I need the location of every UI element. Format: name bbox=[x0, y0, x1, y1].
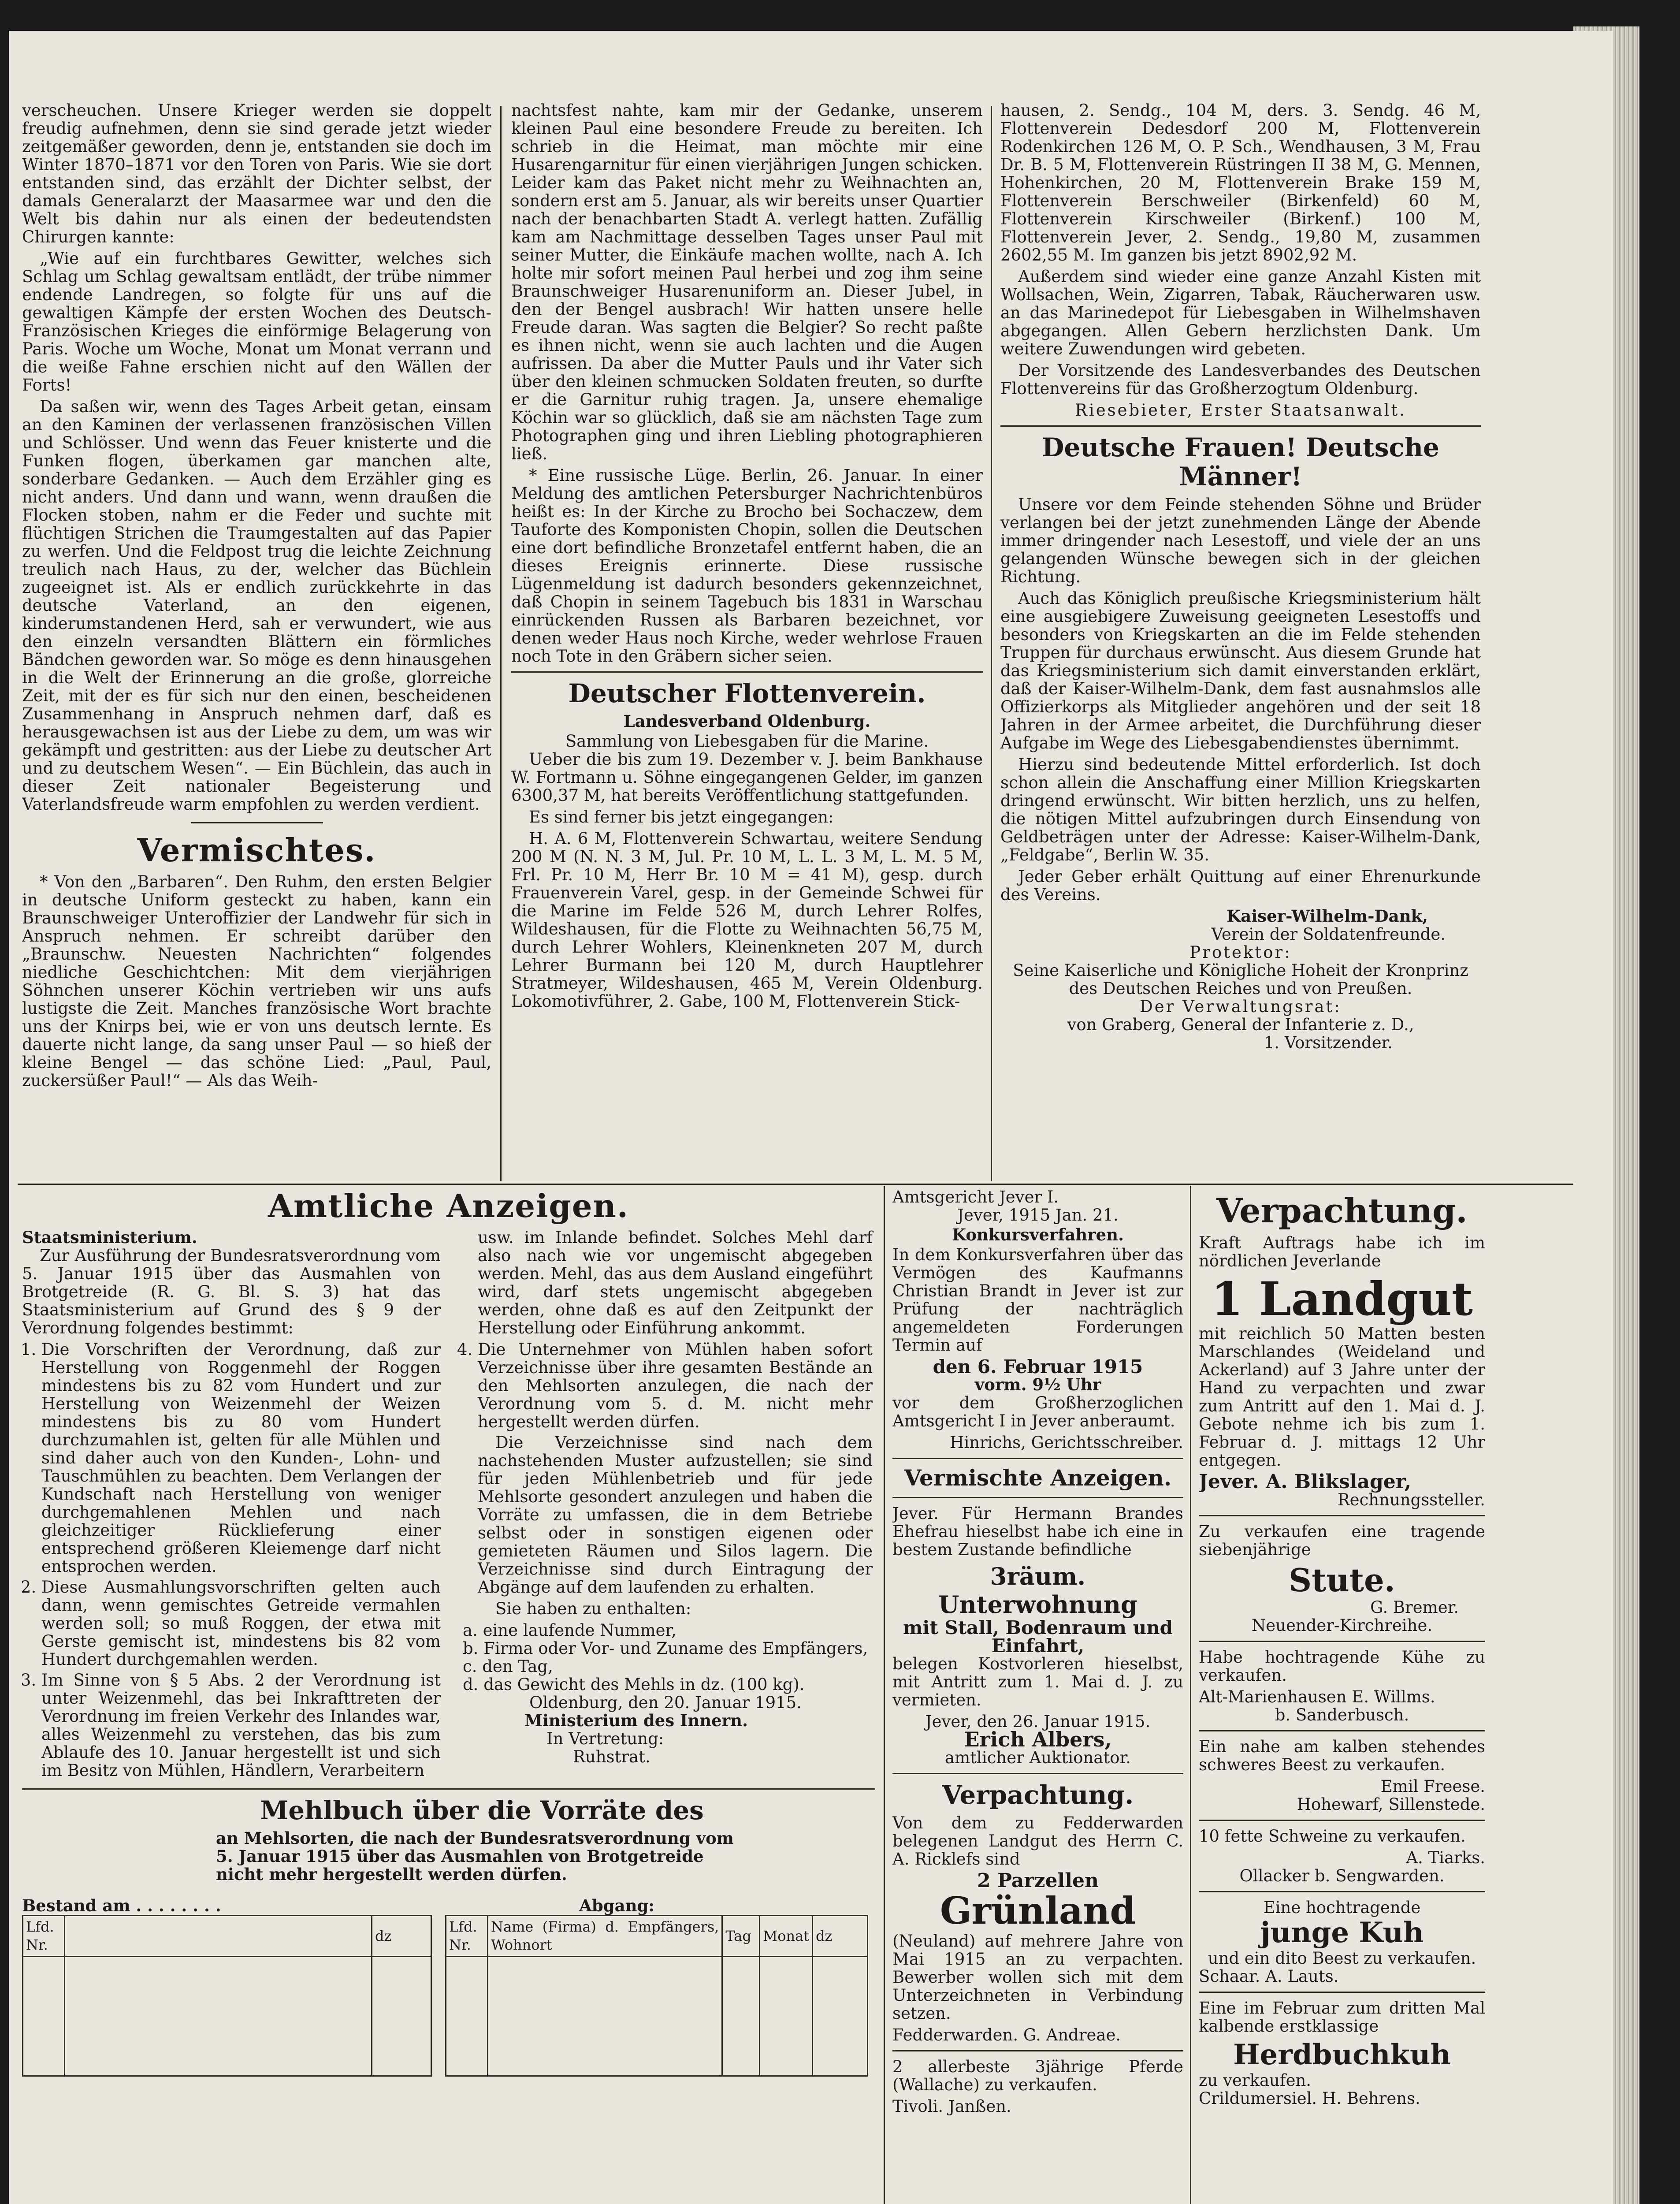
column-rule bbox=[1190, 1186, 1191, 2204]
ad-text: belegen Kostvorleren hieselbst, mit Antritt zum 1. Mai d. J. zu vermieten. bbox=[892, 1654, 1183, 1709]
table-header: Lfd. Nr. bbox=[446, 1916, 488, 1957]
table-header: dz bbox=[372, 1916, 431, 1957]
table-header: Tag bbox=[722, 1916, 760, 1957]
signature: A. Tiarks. bbox=[1406, 1848, 1485, 1867]
org-name: Verein der Soldatenfreunde. bbox=[1211, 925, 1446, 944]
ad-text: mit reichlich 50 Matten besten Marschlandes (Weideland und Ackerland) auf 3 Jahre unter der Hand zu verpachten und zwar zum Antritt auf den 1. Mai d. J. Gebote nehme ich bis zum 1. Februar d. J. mittags 12 Uhr entgegen. bbox=[1199, 1324, 1485, 1470]
ad-text: (Neuland) auf mehrere Jahre von Mai 1915 an zu verpachten. Bewerber wollen sich mit dem Unterzeichneten in Verbindung setzen. bbox=[892, 1932, 1183, 2023]
ad-headline: 3räum. Unterwohnung bbox=[938, 1562, 1137, 1619]
section-heading: Deutsche Frauen! Deutsche Männer! bbox=[1042, 432, 1439, 491]
signature: Ollacker b. Sengwarden. bbox=[1239, 1866, 1445, 1885]
signature: Ruhstrat. bbox=[573, 1747, 650, 1766]
ad-text: Jever. Für Hermann Brandes Ehefrau hieselbst habe ich eine in bestem Zustande befindliche bbox=[892, 1504, 1183, 1559]
ad-headline: Grünland bbox=[940, 1889, 1136, 1932]
ads-column-2 bbox=[1199, 1188, 1485, 2204]
org-name: Kaiser-Wilhelm-Dank, bbox=[1227, 906, 1428, 926]
ad-text: 2 allerbeste 3jährige Pferde (Wallache) zu verkaufen. bbox=[892, 2057, 1183, 2094]
form-label: Bestand am . . . . . . . . bbox=[22, 1896, 221, 1915]
ad-text: Habe hochtragende Kühe zu verkaufen. bbox=[1199, 1648, 1485, 1685]
notice-right bbox=[458, 1229, 873, 1782]
signature: Crildumersiel. H. Behrens. bbox=[1199, 2089, 1420, 2108]
notice-item: 2. Diese Ausmahlungsvorschriften gelten auch dann, wenn gemischtes Getreide vermahlen werden soll; so muß Roggen, der etwa mit Gerste gemischt ist, mindestens bis 82 vom Hundert durchgemahlen werden. bbox=[41, 1578, 441, 1668]
signature: In Vertretung: bbox=[546, 1729, 664, 1748]
divider bbox=[1199, 1730, 1485, 1731]
article-text: Auch das Königlich preußische Kriegsministerium hält eine ausgiebigere Zuweisung geeigneten Lesestoffs und besonders von Kriegskarten an die im Felde stehenden Truppen für durchaus erwünscht. Aus diesem Grunde hat das Kriegsministerium sich damit einverstanden erklärt, daß der Kaiser-Wilhelm-Dank, dem fast ausnahmslos alle Offizierkorps als Mitglieder angehören und der seit 18 Jahren in der Armee arbeitet, die Durchführung dieser Aufgabe im Wege des Liebesgabendienstes übernimmt. bbox=[1000, 589, 1481, 752]
signature: Schaar. A. Lauts. bbox=[1199, 1967, 1339, 1986]
signature: Fedderwarden. G. Andreae. bbox=[892, 2025, 1121, 2044]
signature: Emil Freese. bbox=[1380, 1777, 1485, 1796]
subheading: Landesverband Oldenburg. bbox=[623, 711, 871, 731]
divider bbox=[1199, 1820, 1485, 1821]
article-text: * Eine russische Lüge. Berlin, 26. Januar. In einer Meldung des amtlichen Petersburger Nachrichtenbüros heißt es: In der Kirche zu Brocho bei Sochaczew, dem Tauforte des Komponisten Chopin, sollen die Deutschen eine dort befindliche Bronzetafel entfernt haben, die an dieses Ereignis erinnerte. Diese russische Lügenmeldung ist dadurch besonders gekennzeichnet, daß Chopin in seinem Tagebuch bis 1831 in Warschau einrückenden Russen als Barbaren bezeichnet, vor denen weder Haus noch Kirche, weder wehrlose Frauen noch Tote in den Gräbern sicher seien. bbox=[511, 466, 983, 666]
article-text: Es sind ferner bis jetzt eingegangen: bbox=[529, 808, 834, 826]
article-text: Hierzu sind bedeutende Mittel erforderlich. Ist doch schon allein die Anschaffung einer Million Kriegskarten dringend erwünscht. Wir bitten herzlich, uns zu helfen, die nötigen Mittel aufzubringen durch Einsendung von Geldbeträgen unter der Adresse: Kaiser-Wilhelm-Dank, „Feldgabe“, Berlin W. 35. bbox=[1000, 755, 1481, 864]
signature: Hohewarf, Sillenstede. bbox=[1297, 1795, 1485, 1814]
notice-left bbox=[22, 1229, 441, 1782]
notice-item: 4. Die Unternehmer von Mühlen haben sofort Verzeichnisse über ihre gesamten Bestände an den Mehlsorten anzulegen, die nach der Verordnung vom 5. d. M. nicht mehr hergestellt werden dürfen. bbox=[478, 1340, 873, 1431]
notice-text: Zur Ausführung der Bundesratsverordnung vom 5. Januar 1915 über das Ausmahlen von Brotgetreide (R. G. Bl. S. 3) hat das Staatsministerium auf Grund des § 9 der Verordnung folgendes bestimmt: bbox=[22, 1246, 441, 1337]
ad-headline: junge Kuh bbox=[1260, 1916, 1424, 1949]
article-text: Der Vorsitzende des Landesverbandes des Deutschen Flottenvereins für das Großherzogtum Oldenburg. bbox=[1000, 361, 1481, 398]
table-header: Monat bbox=[760, 1916, 813, 1957]
ad-text: Zu verkaufen eine tragende siebenjährige bbox=[1199, 1522, 1485, 1559]
divider bbox=[1199, 1641, 1485, 1642]
ad-heading: Verpachtung. bbox=[942, 1780, 1134, 1810]
article-text: H. A. 6 M, Flottenverein Schwartau, weitere Sendung 200 M (N. N. 3 M, Jul. Pr. 10 M, L. L. 3 M, L. M. 5 M, Frl. Pr. 10 M, Herr Br. 10 M = 41 M), gesp. durch Frauenverein Varel, gesp. in der Gemeinde Schwei für die Marine im Felde 526 M, durch Lehrer Rolfes, Wildeshausen, für die Flotte zu Weihnachten 56,75 M, durch Lehrer Wohlers, Kleinenkneten 207 M, durch Lehrer Burmann bei 120 M, durch Hauptlehrer Stratmeyer, Wildeshausen, 465 M, Verein Oldenburg. Lokomotivführer, 2. Gabe, 100 M, Flottenverein Stick- bbox=[511, 829, 983, 1011]
newspaper-page bbox=[9, 31, 1613, 2204]
section-rule bbox=[18, 1184, 1573, 1185]
signature: Hinrichs, Gerichtsschreiber. bbox=[950, 1433, 1183, 1452]
section-heading: Deutscher Flottenverein. bbox=[568, 678, 926, 708]
article-text: verscheuchen. Unsere Krieger werden sie doppelt freudig aufnehmen, denn sie sind gerade jetzt wieder zeitgemäßer geworden, denn je, entstanden sie doch im Winter 1870–1871 vor den Toren von Paris. Wie sie dort entstanden sind, das erzählt der Dichter selbst, der damals Generalarzt der Maasarmee war und den die Welt bis dahin nur als einen der bedeutendsten Chirurgen kannte: bbox=[22, 101, 491, 246]
place-date: Oldenburg, den 20. Januar 1915. bbox=[529, 1693, 802, 1712]
divider bbox=[892, 1458, 1183, 1459]
signature: Erich Albers, bbox=[964, 1727, 1112, 1751]
column-rule bbox=[991, 106, 992, 1181]
divider bbox=[892, 2050, 1183, 2051]
divider bbox=[511, 671, 983, 673]
official-notices bbox=[22, 1188, 875, 2204]
list-item: b. Firma oder Vor- und Zuname des Empfängers, bbox=[463, 1639, 868, 1658]
court-name: Amtsgericht Jever I. bbox=[892, 1188, 1059, 1206]
text: 1. Vorsitzender. bbox=[1264, 1033, 1393, 1052]
article-text: „Wie auf ein furchtbares Gewitter, welches sich Schlag um Schlag gewaltsam entlädt, der trübe nimmer endende Landregen, so folgte für uns auf die gewaltigen Kämpfe der ersten Wochen des Deutsch-Französischen Krieges die einförmige Belagerung von Paris. Woche um Woche, Monat um Monat verrann und die weiße Fahne erschien nicht auf den Wällen der Forts! bbox=[22, 249, 491, 395]
column-rule bbox=[884, 1186, 885, 2204]
article-text: Ueber die bis zum 19. Dezember v. J. beim Bankhause W. Fortmann u. Söhne eingegangenen Gelder, im ganzen 6300,37 M, hat bereits Veröffentlichung stattgefunden. bbox=[511, 750, 983, 805]
signature: Ministerium des Innern. bbox=[524, 1711, 748, 1730]
form-title: Mehlbuch über die Vorräte des bbox=[260, 1795, 704, 1825]
ad-subline: mit Stall, Bodenraum und Einfahrt, bbox=[903, 1617, 1173, 1657]
ad-text: Eine hochtragende bbox=[1263, 1898, 1421, 1917]
notice-text: vor dem Großherzoglichen Amtsgericht I in Jever anberaumt. bbox=[892, 1393, 1183, 1430]
subheading: Sammlung von Liebesgaben für die Marine. bbox=[565, 732, 929, 751]
notice-item: 3. Im Sinne von § 5 Abs. 2 der Verordnung ist unter Weizenmehl, das bei Inkrafttreten der Verordnung im freien Verkehr des Inlandes war, alles Weizenmehl zu verstehen, das bis zum Ablaufe des 10. Januar hergestellt ist und sich im Besitz von Mühlen, Händlern, Verarbeitern bbox=[41, 1671, 441, 1780]
ad-headline: 1 Landgut bbox=[1211, 1272, 1473, 1326]
authority: Staatsministerium. bbox=[22, 1228, 197, 1247]
form-subtitle: an Mehlsorten, die nach der Bundesratsverordnung vom bbox=[216, 1828, 734, 1848]
label: Protektor: bbox=[1189, 943, 1292, 962]
form-subtitle: 5. Januar 1915 über das Ausmahlen von Brotgetreide bbox=[216, 1847, 704, 1866]
divider bbox=[191, 822, 323, 823]
text: von Graberg, General der Infanterie z. D., bbox=[1067, 1015, 1414, 1034]
signature: b. Sanderbusch. bbox=[1275, 1705, 1409, 1724]
section-heading: Vermischte Anzeigen. bbox=[904, 1465, 1172, 1491]
article-text: Jeder Geber erhält Quittung auf einer Ehrenurkunde des Vereins. bbox=[1000, 867, 1481, 904]
stock-table bbox=[22, 1915, 432, 2077]
ad-date: Jever, den 26. Januar 1915. bbox=[925, 1712, 1151, 1731]
ad-subline: 2 Parzellen bbox=[977, 1869, 1099, 1892]
ad-text: und ein dito Beest zu verkaufen. bbox=[1208, 1949, 1476, 1968]
article-text: Unsere vor dem Feinde stehenden Söhne und Brüder verlangen bei der jetzt zunehmenden Länge der Abende immer dringender nach Lesestoff, und viele der an uns gelangenden Wünsche bewegen sich in der gleichen Richtung. bbox=[1000, 495, 1481, 586]
ad-text: 10 fette Schweine zu verkaufen. bbox=[1199, 1827, 1466, 1846]
table-header: dz bbox=[813, 1916, 868, 1957]
article-text: nachtsfest nahte, kam mir der Gedanke, unserem kleinen Paul eine besondere Freude zu bereiten. Ich schrieb in die Heimat, man möchte mir eine Husarengarnitur für einen vierjährigen Jungen schicken. Leider kam das Paket nicht mehr zu Weihnachten an, sondern erst am 5. Januar, als wir bereits unser Quartier nach der benachbarten Stadt A. verlegt hatten. Zufällig kam am Nachmittage desselben Tages unser Paul mit seiner Mutter, die Einkäufe machen wollte, nach A. Ich holte mir sofort meinen Paul herbei und zog ihm seine Braunschweiger Husarenuniform an. Dieser Jubel, in den der Bengel ausbrach! Wir hatten unsere helle Freude daran. Was sagten die Belgier? So recht paßte es ihnen nicht, wenn sie auch lachten und die Augen aufrissen. Da aber die Mutter Pauls und ihr Vater sich über den kleinen schmucken Soldaten freuten, so durfte er die Garnitur ruhig tragen. Ja, unsere ehemalige Köchin war so glücklich, daß sie am nächsten Tage zum Photographen ging und ihren Liebling photographieren ließ. bbox=[511, 101, 983, 463]
list-item: a. eine laufende Nummer, bbox=[463, 1621, 676, 1640]
ad-headline: Stute. bbox=[1289, 1561, 1395, 1599]
article-text: hausen, 2. Sendg., 104 M, ders. 3. Sendg. 46 M, Flottenverein Dedesdorf 200 M, Flottenverein Rodenkirchen 126 M, O. P. Sch., Wendhausen, 3 M, Frau Dr. B. 5 M, Flottenverein Rüstringen II 38 M, G. Mennen, Hohenkirchen, 20 M, Flottenverein Brake 159 M, Flottenverein Berschweiler (Birkenfeld) 60 M, Flottenverein Kirschweiler (Birkenf.) 100 M, Flottenverein Jever, 2. Sendg., 19,80 M, zusammen 2602,55 M. Im ganzen bis jetzt 8902,92 M. bbox=[1000, 101, 1481, 264]
outflow-table bbox=[445, 1915, 868, 2077]
notice-time: vorm. 9½ Uhr bbox=[974, 1375, 1101, 1394]
divider bbox=[892, 1497, 1183, 1498]
form-subtitle: nicht mehr hergestellt werden dürfen. bbox=[216, 1865, 567, 1884]
signature: Rechnungssteller. bbox=[1337, 1490, 1485, 1509]
ad-text: zu verkaufen. bbox=[1199, 2071, 1312, 2090]
notice-text: usw. im Inlande befindet. Solches Mehl darf also nach wie vor ungemischt abgegeben werden. Mehl, das aus dem Ausland eingeführt wird, darf stets ungemischt abgegeben werden, ohne daß es auf den Zeitpunkt der Herstellung oder Einführung ankommt. bbox=[478, 1228, 873, 1337]
court-date: Jever, 1915 Jan. 21. bbox=[957, 1206, 1119, 1225]
notice-title: Konkursverfahren. bbox=[952, 1225, 1124, 1244]
ad-headline: Herdbuchkuh bbox=[1233, 2038, 1451, 2071]
ad-text: Von dem zu Fedderwarden belegenen Landgut des Herrn C. A. Ricklefs sind bbox=[892, 1813, 1183, 1869]
label: Der Verwaltungsrat: bbox=[1140, 997, 1342, 1016]
ad-heading: Verpachtung. bbox=[1216, 1191, 1468, 1230]
ad-text: Eine im Februar zum dritten Mal kalbende erstklassige bbox=[1199, 1999, 1485, 2036]
column-2 bbox=[511, 101, 983, 1181]
notice-text: In dem Konkursverfahren über das Vermögen des Kaufmanns Christian Brandt in Jever ist zur Prüfung der nachträglich angemeldeten Forderungen Termin auf bbox=[892, 1245, 1183, 1355]
divider bbox=[892, 1773, 1183, 1774]
signature: Tivoli. Janßen. bbox=[892, 2097, 1011, 2116]
divider bbox=[1199, 1515, 1485, 1516]
section-heading: Amtliche Anzeigen. bbox=[268, 1188, 629, 1225]
list-item: d. das Gewicht des Mehls in dz. (100 kg). bbox=[463, 1675, 805, 1694]
table-header: Lfd. Nr. bbox=[23, 1916, 65, 1957]
signature: Alt-Marienhausen E. Willms. bbox=[1199, 1687, 1435, 1706]
column-1 bbox=[22, 101, 491, 1181]
table-header bbox=[65, 1916, 372, 1957]
ad-text: Ein nahe am kalben stehendes schweres Beest zu verkaufen. bbox=[1199, 1737, 1485, 1774]
column-rule bbox=[500, 106, 502, 1181]
list-item: c. den Tag, bbox=[463, 1657, 553, 1676]
notice-item: 1. Die Vorschriften der Verordnung, daß zur Herstellung von Roggenmehl der Roggen mindestens bis zu 82 vom Hundert und zur Herstellung von Weizenmehl der Weizen mindestens bis zu 80 vom Hundert durchzumahlen ist, gelten für alle Mühlen und sind daher auch von den Kunden-, Lohn- und Tauschmühlen zu beachten. Dem Verlangen der Kundschaft nach Herstellung von weniger durchgemahlenen Mehlen und nach gleichzeitiger Rücklieferung einer entsprechend größeren Kleiemenge darf nicht entsprochen werden. bbox=[41, 1340, 441, 1575]
notice-date: den 6. Februar 1915 bbox=[933, 1356, 1143, 1378]
notice-text: Sie haben zu enthalten: bbox=[495, 1599, 691, 1618]
signature: Riesebieter, Erster Staatsanwalt. bbox=[1075, 401, 1406, 420]
divider bbox=[1199, 1992, 1485, 1993]
section-heading: Vermischtes. bbox=[137, 831, 376, 869]
ad-text: Kraft Auftrags habe ich im nördlichen Jeverlande bbox=[1199, 1233, 1485, 1270]
signature: Jever. A. Blikslager, bbox=[1199, 1471, 1412, 1493]
signature: G. Bremer. bbox=[1370, 1598, 1459, 1617]
ads-column-1 bbox=[892, 1188, 1183, 2204]
signature: amtlicher Auktionator. bbox=[945, 1748, 1131, 1767]
signature: Neuender-Kirchreihe. bbox=[1251, 1616, 1433, 1635]
article-text: * Von den „Barbaren“. Den Ruhm, den ersten Belgier in deutsche Uniform gesteckt zu haben, kann ein Braunschweiger Unteroffizier der Landwehr für sich in Anspruch nehmen. Er schreibt darüber den „Braunschw. Neuesten Nachrichten“ folgendes niedliche Geschichtchen: Mit dem vierjährigen Söhnchen unserer Köchin vertrieben wir uns aufs lustigste die Zeit. Manches französische Wort brachte uns der Knirps bei, wie er von uns deutsch lernte. Es dauerte nicht lange, da sang unser Paul — so hieß der kleine Bengel — das schöne Lied: „Paul, Paul, zuckersüßer Paul!“ — Als das Weih- bbox=[22, 872, 491, 1090]
form-label: Abgang: bbox=[579, 1896, 654, 1915]
divider bbox=[22, 1788, 875, 1790]
article-text: Da saßen wir, wenn des Tages Arbeit getan, einsam an den Kaminen der verlassenen französischen Villen und Schlösser. Und wenn das Feuer knisterte und die Funken flogen, überkamen gar manchen alte, sonderbare Gedanken. — Auch dem Erzähler ging es nicht anders. Und dann und wann, wenn draußen die Flocken stoben, nahm er die Feder und suchte mit flüchtigen Strichen die Traumgestalten auf das Papier zu werfen. Und die Feldpost trug die leichte Zeichnung treulich nach Haus, zu der, welcher das Büchlein zugeeignet ist. Als er endlich zurückkehrte in das deutsche Vaterland, an den eigenen, kinderumstandenen Herd, sah er verwundert, wie aus den einzeln versandten Blättern ein förmliches Bändchen geworden war. So möge es denn hinausgehen in die Welt der Erinnerung an die große, glorreiche Zeit, mit der es für sich nur den einen, bescheidenen Zusammenhang in Anspruch nehmen darf, daß es herausgewachsen ist aus der Liebe zu dem, um was wir gekämpft und gestritten: aus der Liebe zu deutscher Art und zu deutschem Wesen“. — Ein Büchlein, das auch in dieser Zeit nationaler Begeisterung und Vaterlandsfreude warm empfohlen zu werden verdient. bbox=[22, 397, 491, 814]
divider bbox=[1000, 425, 1481, 427]
table-header: Name (Firma) d. Empfängers, Wohnort bbox=[488, 1916, 722, 1957]
article-text: Außerdem sind wieder eine ganze Anzahl Kisten mit Wollsachen, Wein, Zigarren, Tabak, Räucherwaren usw. an das Marinedepot für Liebesgaben in Wilhelmshaven abgegangen. Allen Gebern herzlichsten Dank. Um weitere Zuwendungen wird gebeten. bbox=[1000, 267, 1481, 358]
column-3 bbox=[1000, 101, 1481, 1181]
notice-text: Die Verzeichnisse sind nach dem nachstehenden Muster aufzustellen; sie sind für jeden Mühlenbetrieb und für jede Mehlsorte gesondert anzulegen und haben die Vorräte zu umfassen, die in dem Betriebe selbst oder in sonstigen eigenen oder gemieteten Räumen und Silos lagern. Die Verzeichnisse sind durch Eintragung der Abgänge auf dem laufenden zu erhalten. bbox=[478, 1433, 873, 1597]
divider bbox=[1199, 1891, 1485, 1892]
text: Seine Kaiserliche und Königliche Hoheit der Kronprinz des Deutschen Reiches und von Preußen. bbox=[1013, 961, 1468, 998]
